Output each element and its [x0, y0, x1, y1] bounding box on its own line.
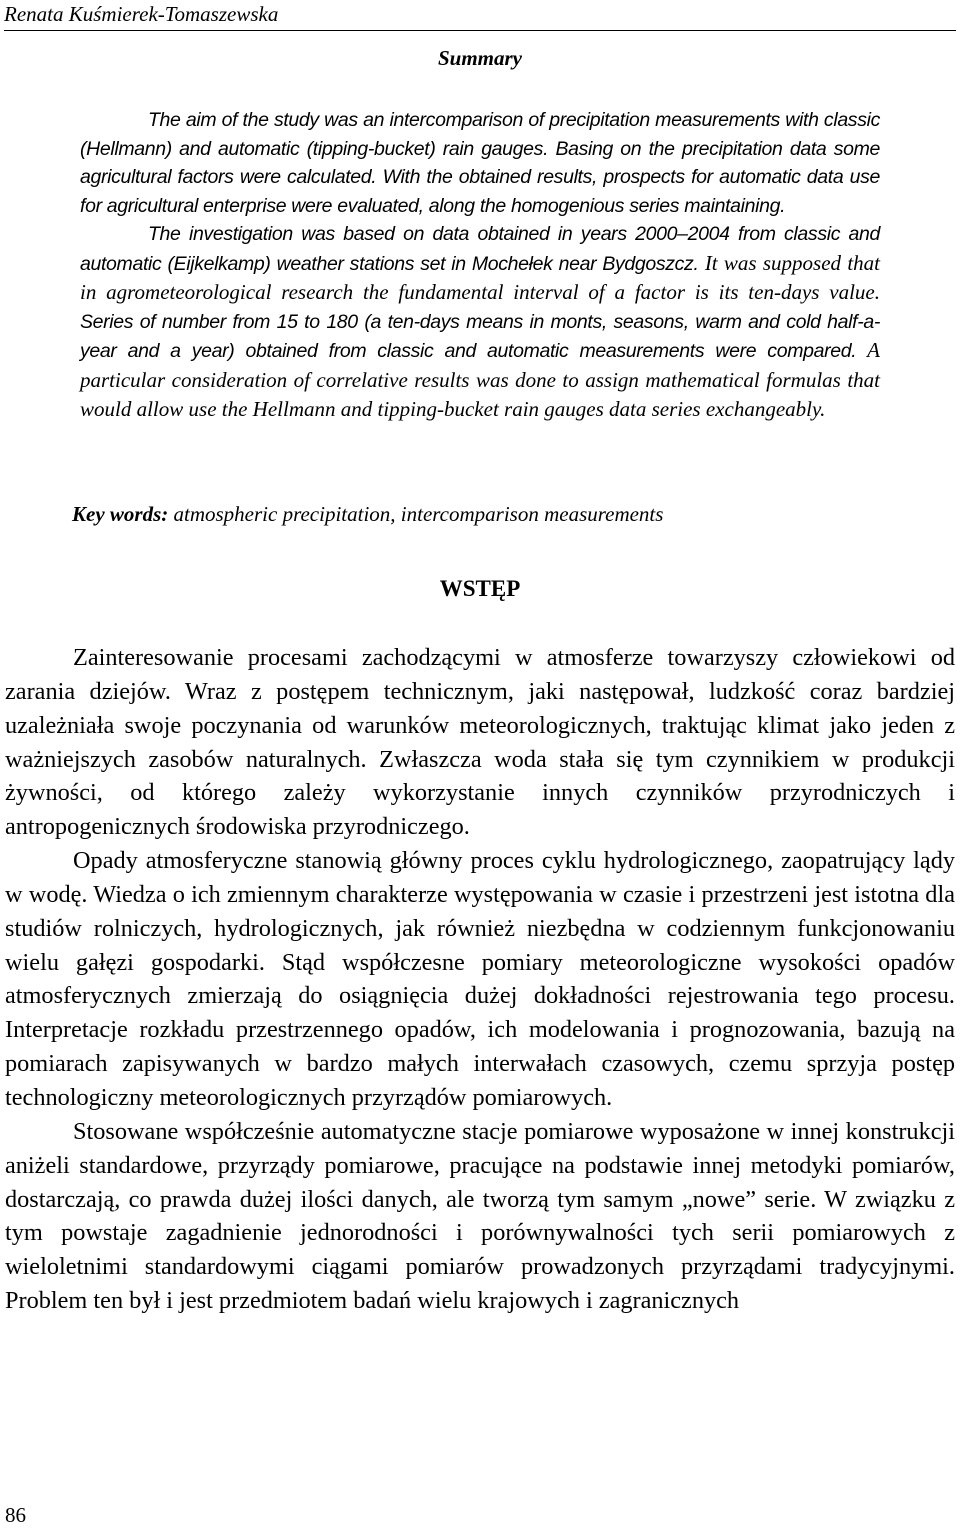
abstract-paragraph-2-part-b: It was supposed that in agrometeorological research the fundamental interval of a factor is its ten-days value. [80, 250, 881, 304]
body-paragraph-1: Zainteresowanie procesami zachodzącymi w atmosferze towarzyszy człowiekowi od zarania dziejów. Wraz z postępem technicznym, jaki następował, ludzkość coraz bardziej uzależniała swoje poczynania od warunków meteorologicznych, traktując klimat jako jeden z ważniejszych zasobów naturalnych. Zwłaszcza woda stała się tym czynnikiem w produkcji żywności, od którego zależy wykorzystanie innych czynników przyrodniczych i antropogenicznych środowiska przyrodniczego. [5, 644, 955, 841]
keywords-line [72, 500, 892, 528]
page-number: 86 [5, 1503, 26, 1527]
summary-heading: Summary [437, 46, 523, 70]
keywords-text: atmospheric precipitation, intercomparison measurements [168, 502, 664, 526]
section-heading: WSTĘP [439, 576, 521, 601]
abstract-paragraph-2 [80, 220, 880, 425]
body-paragraph-2: Opady atmosferyczne stanowią główny proces cyklu hydrologicznego, zaopatrujący lądy w wodę. Wiedza o ich zmiennym charakterze występowania w czasie i przestrzeni jest istotna dla studiów rolniczych, hydrologicznych, jak również niezbędna w codziennym funkcjonowaniu wielu gałęzi gospodarki. Stąd współczesne pomiary meteorologiczne wysokości opadów atmosferycznych zmierzają do osiągnięcia dużej dokładności rejestrowania tego procesu. Interpretacje rozkładu przestrzennego opadów, ich modelowania i prognozowania, bazują na pomiarach zapisywanych w bardzo małych interwałach czasowych, czemu sprzyja postęp technologiczny meteorologicznych przyrządów pomiarowych. [5, 847, 955, 1111]
body-text [5, 641, 955, 1318]
summary-abstract [80, 106, 880, 425]
keywords-label: Key words: [72, 502, 169, 526]
abstract-paragraph-2-part-c: Series of number from 15 to 180 (a ten-days means in monts, seasons, warm and cold half-a-year and a year) obtained from classic and automatic measurements were compared. [80, 310, 880, 362]
body-paragraph-3: Stosowane współcześnie automatyczne stacje pomiarowe wyposażone w innej konstrukcji aniżeli standardowe, przyrządy pomiarowe, pracujące na podstawie innej metodyki pomiarów, dostarczają, co prawda dużej ilości danych, ale tworzą tym samym „nowe” serie. W związku z tym powstaje zagadnienie jednorodności i porównywalności tych serii pomiarowych z wieloletnimi standardowymi ciągami pomiarów prowadzonych przyrządami tradycyjnymi. Problem ten był i jest przedmiotem badań wielu krajowych i zagranicznych [5, 1117, 955, 1315]
running-header-author: Renata Kuśmierek-Tomaszewska [4, 0, 956, 31]
abstract-paragraph-1: The aim of the study was an intercomparison of precipitation measurements with classic (Hellmann) and automatic (tipping-bucket) rain gauges. Basing on the precipitation data some agricultural factors were calculated. With the obtained results, prospects for automatic data use for agricultural enterprise were evaluated, along the homogenious series maintaining. [80, 109, 880, 217]
abstract-paragraph-2-part-a: The investigation was based on data obtained in years 2000–2004 from classic and automatic (Eijkelkamp) weather stations set in Mochełek near Bydgoszcz. [80, 223, 880, 275]
abstract-paragraph-2-part-d: A particular consideration of correlative results was done to assign mathematical formulas that would allow use the Hellmann and tipping-bucket rain gauges data series exchangeably. [80, 338, 880, 421]
